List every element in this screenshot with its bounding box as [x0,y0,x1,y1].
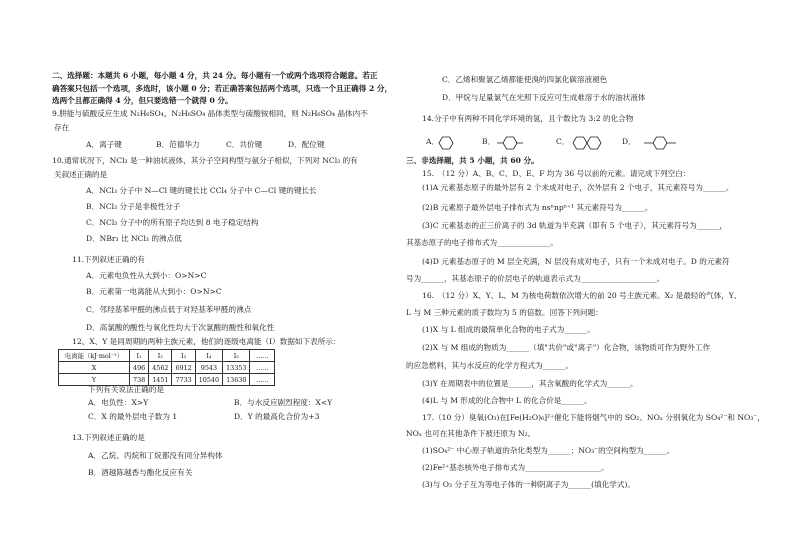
question-9-option-a: A．离子键 [86,140,122,149]
question-17-stem: 17.（10 分）臭氧(O₃)在[Fe(H₂O)₆]²⁺催化下能将烟气中的 SO₂、NOₓ 分别氧化为 SO₄²⁻和 NO₃⁻， [422,413,765,422]
table-header-cell: I₄ [195,350,222,362]
table-cell: 9543 [195,362,222,374]
section-2-instructions: 选两个且都正确得 4 分，但只要选错一个就得 0 分。 [52,96,233,105]
question-10-option-d: D．NBr₃ 比 NCl₃ 的沸点低 [86,234,182,243]
question-12-prompt: 下列有关说法正确的是 [88,385,164,394]
question-11-stem: 11.下列叙述正确的有 [72,255,145,264]
question-15-part-1: (1)A 元素基态原子的最外层有 2 个未成对电子，次外层有 2 个电子，其元素符号为______。 [422,183,734,192]
question-15-part-3-cont: 其基态原子的电子排布式为______________。 [406,238,558,247]
dimethylbenzene-structure-icon [497,137,523,149]
table-header-cell: …… [250,350,275,362]
question-14-structures [420,132,760,154]
question-15-part-3: (3)C 元素基态的正三价离子的 3d 轨道为半充满（即有 5 个电子），其元素符号为______， [422,221,728,230]
table-cell: 13630 [223,374,250,386]
question-11-option-d: D．高氯酸的酸性与氧化性均大于次氯酸的酸性和氧化性 [86,323,275,332]
section-3-heading: 三、非选择题，共 5 小题，共 60 分。 [406,156,539,165]
question-10-stem: 10.通常状况下，NCl₃ 是一种油状液体，其分子空间构型与氨分子相似，下列对 NCl₃ 的有 [52,156,358,165]
table-cell: 496 [130,362,149,374]
question-11-option-a: A．元素电负性从大到小：O>N>C [86,271,207,280]
question-12-option-c: C．X 的最外层电子数为 1 [88,412,178,421]
table-cell: 4562 [149,362,172,374]
question-15-stem: 15. （12 分）A、B、C、D、E、F 均为 36 号以前的元素。请完成下列空白： [422,169,691,178]
table-cell: 7733 [172,374,195,386]
question-12-option-d: D．Y 的最高化合价为+3 [234,412,320,421]
ionization-energy-table [58,349,275,386]
question-12-option-b: B．与水反应剧烈程度：X<Y [234,398,333,407]
table-header-cell: I₂ [149,350,172,362]
table-cell: 1451 [149,374,172,386]
question-13-option-b: B．酒越陈越香与酯化反应有关 [88,468,193,477]
table-header-cell: I₃ [172,350,195,362]
table-cell: …… [250,374,275,386]
section-2-heading: 二、选择题：本题共 6 小题，每小题 4 分，共 24 分。每小题有一个或两个选项符合题意。若正 [52,71,378,80]
question-10-option-a: A．NCl₃ 分子中 N—Cl 键的键长比 CCl₄ 分子中 C—Cl 键的键长长 [86,186,317,195]
question-9-option-d: D．配位键 [288,140,325,149]
table-cell: Y [59,374,130,386]
question-17-part-1: (1)SO₄²⁻ 中心原子轨道的杂化类型为______；NO₃⁻的空间构型为______。 [422,446,675,455]
question-12-stem: 12、X、Y 是同周期的两种主族元素，他们的逐级电离能（I）数据如下表所示： [72,337,341,346]
question-9-option-c: C．共价键 [226,140,263,149]
table-cell: 738 [130,374,149,386]
table-cell: 13353 [223,362,250,374]
question-9-stem: 存在 [54,123,70,132]
benzene-structure-icon [439,137,453,149]
question-15-part-2: (2)B 元素原子最外层电子排布式为 nsⁿnpⁿ⁺¹ 其元素符号为______。 [422,203,653,212]
question-16-part-1: (1)X 与 L 组成的最简单化合物的电子式为______。 [422,325,595,334]
question-13-option-c: C．乙烯和聚氯乙烯都能使溴的四氯化碳溶液褪色 [442,75,608,84]
table-row [59,362,275,374]
table-cell: 6912 [172,362,195,374]
question-16-part-2-cont: 的应急燃料，其与水反应的化学方程式为______。 [406,361,574,370]
fused-ring-structure-icon [573,137,601,149]
question-10-option-b: B．NCl₃ 分子是非极性分子 [86,202,181,211]
table-row [59,374,275,386]
question-14-option-c-label: C． [556,137,570,146]
question-12-option-a: A．电负性：X>Y [88,398,149,407]
question-14-option-a-label: A． [426,137,440,146]
question-16-part-4: (4)L 与 M 形成的化合物中 L 的化合价是______。 [422,396,592,405]
question-13-stem: 13.下列叙述正确的是 [72,433,145,442]
table-header-row [59,350,275,362]
question-11-option-b: B．元素第一电离能从大到小：O>N>C [86,287,222,296]
table-header-cell: 电离能（kJ·mol⁻¹） [59,350,130,362]
section-2-instructions: 确答案只包括一个选项，多选时，该小题 0 分；若正确答案包括两个选项，只选一个且正确得 2 分， [52,84,393,93]
question-11-option-c: C．邻羟基苯甲醛的沸点低于对羟基苯甲醛的沸点 [86,305,252,314]
para-substituted-structure-icon [644,137,676,149]
table-header-cell: I₁ [130,350,149,362]
question-13-option-d: D．甲烷与足量氯气在光照下反应可生成难溶于水的油状液体 [442,93,646,102]
table-cell: X [59,362,130,374]
question-16-stem-cont: L 与 M 三种元素的质子数均为 5 的倍数。回答下列问题： [406,308,603,317]
question-17-part-3: (3)与 O₃ 分子互为等电子体的一种阴离子为______(填化学式)。 [422,480,636,489]
question-14-stem: 14.分子中有两种不同化学环境的氢，且个数比为 3:2 的化合物 [422,114,634,123]
question-10-stem: 关叙述正确的是 [54,170,108,179]
question-15-part-4-cont: 号为______，其基态原子的价层电子的轨道表示式为____________________。 [406,274,665,283]
question-16-part-2: (2)X 与 M 组成的物质为______（填"共价"或"离子"）化合物，该物质可作为野外工作 [422,343,711,352]
question-17-stem-cont: NOₓ 也可在其他条件下被还原为 N₂。 [406,429,536,438]
question-16-part-3: (3)Y 在周期表中的位置是______，其含氧酸的化学式为______。 [422,379,638,388]
question-9-stem: 9.肼能与硫酸反应生成 N₂H₆SO₄，N₂H₆SO₄ 晶体类型与硫酸铵相同，则 N₂H₆SO₄ 晶体内不 [52,109,368,118]
question-13-option-a: A．乙烷、丙烷和丁烷都没有同分异构体 [88,451,223,460]
question-17-part-2: (2)Fe²⁺基态核外电子排布式为____________________。 [422,463,609,472]
table-header-cell: I₅ [223,350,250,362]
question-15-part-4: (4)D 元素基态原子的 M 层全充满，N 层没有成对电子，只有一个未成对电子。D 的元素符 [422,257,730,266]
table-cell: …… [250,362,275,374]
question-10-option-c: C．NCl₃ 分子中的所有原子均达到 8 电子稳定结构 [86,218,259,227]
table-cell: 10540 [195,374,222,386]
question-14-option-d-label: D． [622,137,636,146]
question-9-option-b: B．范德华力 [156,140,200,149]
question-16-stem: 16. （12 分）X、Y、L、M 为核电荷数依次增大的前 20 号主族元素。X₂ 是最轻的气体，Y、 [422,291,742,300]
question-14-option-b-label: B． [482,137,496,146]
